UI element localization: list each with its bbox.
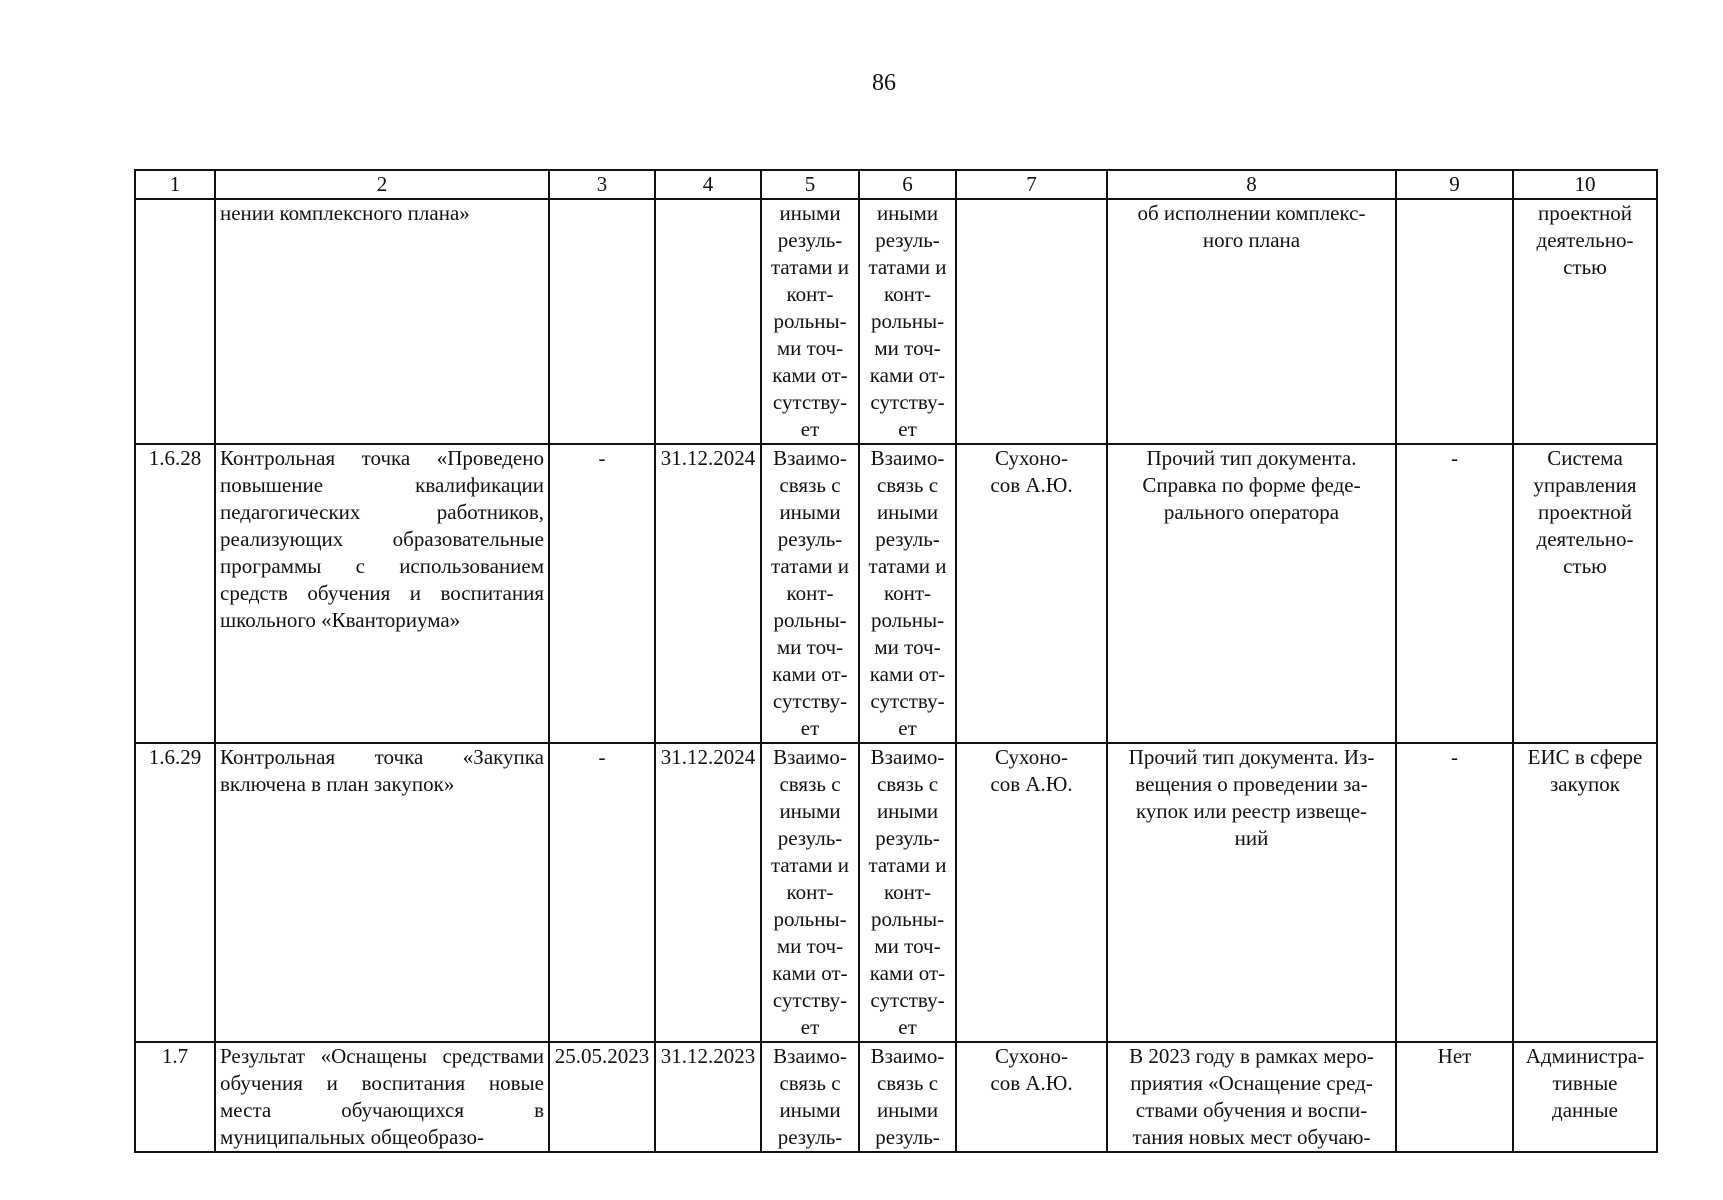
row-number: 1.7 <box>135 1042 215 1152</box>
relation-cell: Взаимо- связь с иными резуль- татами и конт- рольны- ми точ- ками от- сутству- ет <box>761 444 859 743</box>
start-date <box>549 199 655 444</box>
document-cell: Прочий тип документа. Справка по форме феде- рального оператора <box>1107 444 1396 743</box>
relation-cell: иными резуль- татами и конт- рольны- ми точ- ками от- сутству- ет <box>761 199 859 444</box>
start-date: 25.05.2023 <box>549 1042 655 1152</box>
column-header: 6 <box>859 170 956 199</box>
document-cell: Прочий тип документа. Из- вещения о проведении за- купок или реестр извеще- ний <box>1107 743 1396 1042</box>
responsible-cell: Сухоно- сов А.Ю. <box>956 743 1107 1042</box>
end-date: 31.12.2024 <box>655 743 761 1042</box>
system-cell: Система управления проектной деятельно- стью <box>1513 444 1657 743</box>
system-cell: ЕИС в сфере закупок <box>1513 743 1657 1042</box>
row-title: Результат «Оснащены средствами обучения и воспитания новые места обучающихся в муниципальных общеобразо- <box>215 1042 549 1152</box>
row-title: Контрольная точка «Закупка включена в план закупок» <box>215 743 549 1042</box>
flag-cell: Нет <box>1396 1042 1513 1152</box>
column-header: 3 <box>549 170 655 199</box>
table-row <box>135 1042 1657 1152</box>
column-header: 1 <box>135 170 215 199</box>
flag-cell: - <box>1396 743 1513 1042</box>
row-title: нении комплексного плана» <box>215 199 549 444</box>
column-header: 10 <box>1513 170 1657 199</box>
relation-cell: Взаимо- связь с иными резуль- <box>859 1042 956 1152</box>
relation-cell: иными резуль- татами и конт- рольны- ми точ- ками от- сутству- ет <box>859 199 956 444</box>
document-cell: В 2023 году в рамках меро- приятия «Оснащение сред- ствами обучения и воспи- тания новых мест обучаю- <box>1107 1042 1396 1152</box>
end-date: 31.12.2023 <box>655 1042 761 1152</box>
flag-cell: - <box>1396 444 1513 743</box>
column-header: 5 <box>761 170 859 199</box>
responsible-cell: Сухоно- сов А.Ю. <box>956 1042 1107 1152</box>
responsible-cell <box>956 199 1107 444</box>
end-date: 31.12.2024 <box>655 444 761 743</box>
table-row <box>135 199 1657 444</box>
row-number <box>135 199 215 444</box>
system-cell: Администра- тивные данные <box>1513 1042 1657 1152</box>
plan-table <box>134 169 1658 1153</box>
column-header: 9 <box>1396 170 1513 199</box>
end-date <box>655 199 761 444</box>
table-row <box>135 444 1657 743</box>
relation-cell: Взаимо- связь с иными резуль- татами и конт- рольны- ми точ- ками от- сутству- ет <box>859 743 956 1042</box>
relation-cell: Взаимо- связь с иными резуль- татами и конт- рольны- ми точ- ками от- сутству- ет <box>761 743 859 1042</box>
responsible-cell: Сухоно- сов А.Ю. <box>956 444 1107 743</box>
flag-cell <box>1396 199 1513 444</box>
column-header: 8 <box>1107 170 1396 199</box>
row-number: 1.6.28 <box>135 444 215 743</box>
relation-cell: Взаимо- связь с иными резуль- татами и конт- рольны- ми точ- ками от- сутству- ет <box>859 444 956 743</box>
document-cell: об исполнении комплекс- ного плана <box>1107 199 1396 444</box>
row-number: 1.6.29 <box>135 743 215 1042</box>
relation-cell: Взаимо- связь с иными резуль- <box>761 1042 859 1152</box>
table-row <box>135 743 1657 1042</box>
column-header: 4 <box>655 170 761 199</box>
column-header: 2 <box>215 170 549 199</box>
header-row <box>135 170 1657 199</box>
start-date: - <box>549 743 655 1042</box>
system-cell: проектной деятельно- стью <box>1513 199 1657 444</box>
page-number: 86 <box>872 70 896 96</box>
start-date: - <box>549 444 655 743</box>
row-title: Контрольная точка «Проведено повышение квалификации педагогических работников, реализующих образовательные программы с использованием средств обучения и воспитания школьного «Кванториума» <box>215 444 549 743</box>
column-header: 7 <box>956 170 1107 199</box>
